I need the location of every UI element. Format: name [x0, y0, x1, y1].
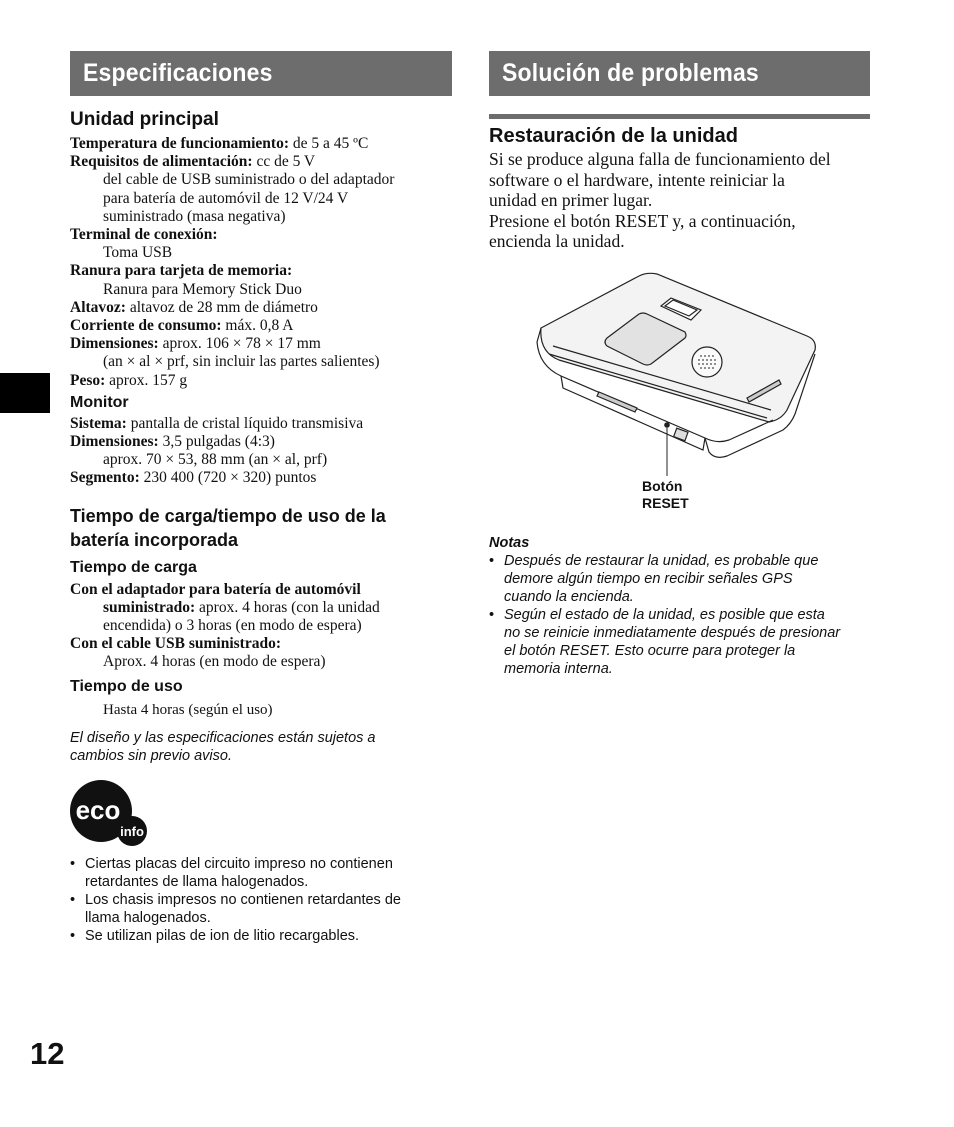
eco-sub: info: [120, 823, 144, 839]
spec-segmento: Segmento: 230 400 (720 × 320) puntos: [70, 469, 317, 487]
spec-usb-value: Aprox. 4 horas (en modo de espera): [103, 653, 326, 671]
note-line: Según el estado de la unidad, es posible que esta: [504, 606, 825, 623]
paragraph-line: Presione el botón RESET y, a continuación,: [489, 210, 796, 231]
bullet-dot: •: [489, 552, 495, 569]
callout-line: RESET: [642, 494, 689, 511]
paragraph-line: encienda la unidad.: [489, 231, 625, 251]
spec-dimensiones: Dimensiones: aprox. 106 × 78 × 17 mm: [70, 335, 321, 353]
spec-monitor-dimensiones: Dimensiones: 3,5 pulgadas (4:3): [70, 433, 275, 451]
paragraph-line: Si se produce alguna falla de funcionamiento del: [489, 149, 831, 169]
eco-info-icon: [70, 779, 150, 847]
note-line: el botón RESET. Esto ocurre para proteger la: [504, 642, 796, 659]
notes-section: [489, 534, 870, 678]
spec-sistema: Sistema: pantalla de cristal líquido transmisiva: [70, 414, 364, 432]
reset-button-callout: [642, 478, 689, 512]
spec-ranura-value: Ranura para Memory Stick Duo: [103, 280, 302, 298]
note-line: Después de restaurar la unidad, es probable que: [504, 552, 819, 569]
spec-adaptador: Con el adaptador para batería de automóvil: [70, 580, 361, 598]
device-illustration: [489, 270, 870, 520]
list-item: [489, 606, 870, 678]
heading-unidad-principal: Unidad principal: [70, 109, 219, 130]
bullet-line: retardantes de llama halogenados.: [85, 873, 309, 890]
side-tab-marker: [0, 373, 50, 413]
spec-temperatura: Temperatura de funcionamiento: de 5 a 45 ºC: [70, 135, 369, 152]
spec-terminal: Terminal de conexión:: [70, 226, 218, 244]
bullet-dot: •: [70, 855, 76, 872]
section-title-especificaciones: Especificaciones: [70, 51, 452, 96]
spec-list-uso: [70, 701, 452, 719]
callout-line: Botón: [642, 477, 683, 494]
spec-requisitos-line: suministrado (masa negativa): [103, 207, 286, 225]
notes-heading: Notas: [489, 534, 530, 551]
spec-list-monitor: [70, 415, 452, 488]
spec-ranura: Ranura para tarjeta de memoria:: [70, 262, 293, 280]
list-item: [70, 855, 452, 891]
spec-list-unidad-principal: [70, 135, 452, 390]
note-line: cuando la encienda.: [504, 588, 634, 605]
note-line: memoria interna.: [504, 660, 613, 677]
page-number: 12: [30, 1036, 65, 1071]
heading-restauracion: Restauración de la unidad: [489, 125, 738, 147]
subsection-rule: [489, 114, 870, 119]
list-item: [489, 552, 870, 606]
spec-adaptador-cont: suministrado: aprox. 4 horas (con la unidad: [103, 598, 380, 616]
note-line: demore algún tiempo en recibir señales GPS: [504, 570, 793, 587]
eco-word: eco: [75, 794, 121, 825]
heading-tiempo-carga-uso: [70, 504, 452, 552]
list-item: [70, 891, 452, 927]
note-line: no se reinicie inmediatamente después de presionar: [504, 624, 841, 641]
heading-tiempo-de-uso: Tiempo de uso: [70, 677, 183, 695]
spec-corriente: Corriente de consumo: máx. 0,8 A: [70, 317, 294, 335]
spec-peso: Peso: aprox. 157 g: [70, 371, 188, 389]
disclaimer: [70, 729, 452, 765]
spec-altavoz: Altavoz: altavoz de 28 mm de diámetro: [70, 298, 318, 316]
bullet-dot: •: [70, 891, 76, 908]
heading-line: Tiempo de carga/tiempo de uso de la: [70, 505, 386, 526]
spec-uso-value: Hasta 4 horas (según el uso): [103, 701, 273, 718]
eco-bullet-list: [70, 855, 452, 945]
heading-line: batería incorporada: [70, 529, 239, 550]
specifications-column: [70, 51, 452, 945]
heading-monitor: Monitor: [70, 393, 129, 411]
bullet-dot: •: [70, 927, 76, 944]
reset-paragraph: [489, 149, 870, 252]
disclaimer-line: El diseño y las especificaciones están sujetos a: [70, 729, 376, 746]
spec-terminal-value: Toma USB: [103, 244, 173, 262]
eco-info-logo: [70, 779, 452, 847]
bullet-dot: •: [489, 606, 495, 623]
section-title-solucion: Solución de problemas: [489, 51, 870, 96]
paragraph-line: unidad en primer lugar.: [489, 190, 653, 210]
spec-dimensiones-note: (an × al × prf, sin incluir las partes salientes): [103, 353, 380, 371]
disclaimer-line: cambios sin previo aviso.: [70, 747, 232, 764]
spec-requisitos-line: del cable de USB suministrado o del adaptador: [103, 171, 395, 189]
bullet-line: Se utilizan pilas de ion de litio recargables.: [85, 927, 360, 944]
list-item: [70, 927, 452, 945]
spec-requisitos-line: para batería de automóvil de 12 V/24 V: [103, 189, 349, 207]
heading-tiempo-de-carga: Tiempo de carga: [70, 558, 197, 576]
spec-usb: Con el cable USB suministrado:: [70, 635, 281, 653]
spec-adaptador-cont2: encendida) o 3 horas (en modo de espera): [103, 617, 362, 635]
spec-list-carga: [70, 581, 452, 672]
bullet-line: Los chasis impresos no contienen retardantes de: [85, 891, 401, 908]
troubleshooting-column: [489, 51, 870, 678]
paragraph-line: software o el hardware, intente reiniciar la: [489, 169, 785, 190]
bullet-line: Ciertas placas del circuito impreso no contienen: [85, 855, 393, 872]
bullet-line: llama halogenados.: [85, 909, 211, 926]
spec-requisitos: Requisitos de alimentación: cc de 5 V: [70, 153, 316, 171]
spec-monitor-dim-note: aprox. 70 × 53, 88 mm (an × al, prf): [103, 451, 328, 469]
